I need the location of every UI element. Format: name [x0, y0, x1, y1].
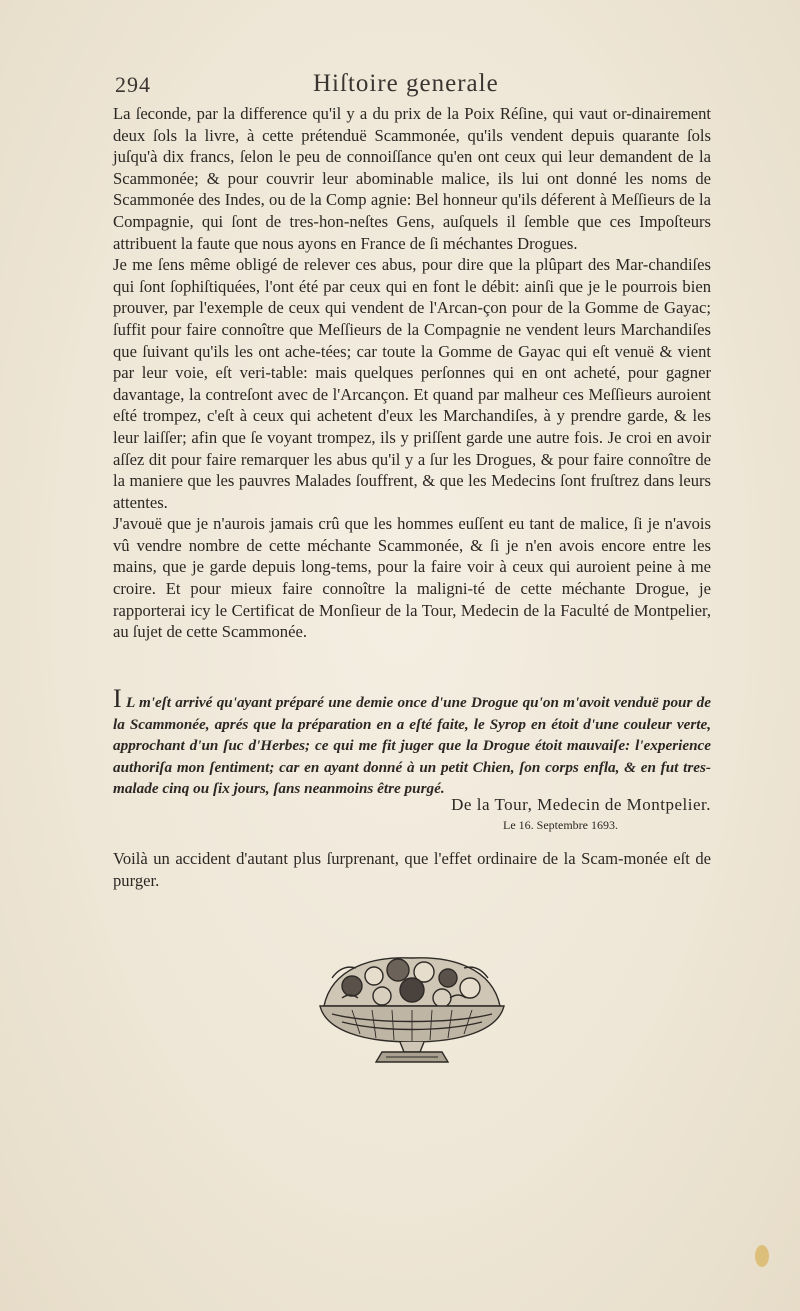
- certificate-quote: [113, 684, 712, 800]
- fruit-basket-vignette-icon: [312, 948, 512, 1068]
- running-title: Hiſtoire generale: [313, 70, 499, 97]
- page-number: 294: [115, 72, 151, 97]
- main-text: [113, 103, 711, 643]
- paper-stain: [755, 1245, 769, 1267]
- signature-date: Le 16. Septembre 1693.: [503, 818, 618, 832]
- page-header: [115, 70, 715, 106]
- paragraph: La ſeconde, par la difference qu'il y a du prix de la Poix Réſine, qui vaut or-dinairement deux ſols la livre, à cette prétenduë Scammonée, qu'ils vendent depuis quarante ſols juſqu'à dix francs, ſelon le peu de connoiſſance qu'en ont ceux qui leur demandent de la Scammonée; & pour couvrir leur abominable malice, ils lui ont donné les noms de Scammonée des Indes, ou de la Comp agnie: Bel honneur qu'ils déferent à Meſſieurs de la Compagnie, qui ſont de tres-hon-neſtes Gens, auſquels il ſemble que ces Impoſteurs attribuent la faute que nous ayons en France de ſi méchantes Drogues.: [113, 104, 711, 253]
- paragraph: J'avouë que je n'aurois jamais crû que les hommes euſſent eu tant de malice, ſi je n'avois vû vendre nombre de cette méchante Scammonée, & ſi je n'en avois encore entre les mains, que je garde depuis long-tems, pour la faire voir à ceux qui auroient peine à me croire. Et pour mieux faire connoître la maligni-té de cette méchante Drogue, je rapporterai icy le Certificat de Monſieur de la Tour, Medecin de la Faculté de Montpelier, au ſujet de cette Scammonée.: [113, 514, 711, 642]
- signature: De la Tour, Medecin de Montpelier.: [451, 795, 711, 814]
- closing-paragraph: Voilà un accident d'autant plus ſurprenant, que l'effet ordinaire de la Scam-monée eſt de purger.: [113, 849, 711, 890]
- drop-cap: I: [113, 684, 122, 713]
- paragraph: Je me ſens même obligé de relever ces abus, pour dire que la plûpart des Mar-chandiſes qui ſont ſophiſtiquées, l'ont été par ceux qui en font le débit: ainſi que je le pourrois bien prouver, par l'exemple de ceux qui vendent de l'Arcan-çon pour de la Gomme de Gayac; ſuffit pour faire connoître que Meſſieurs de la Compagnie ne vendent leurs Marchandiſes que ſuivant qu'ils les ont ache-tées; car toute la Gomme de Gayac qui eſt venuë & vient par leur voie, eſt veri-table: mais quelques perſonnes qui en ont acheté, pour gagner davantage, la contreſont avec de l'Arcançon. Et quand par malheur ces Meſſieurs auroient eſté trompez, c'eſt à ceux qui achetent d'eux les Marchandiſes, à y prendre garde, & les leur laiſſer; afin que ſe voyant trompez, ils y priſſent garde une autre fois. Je croi en avoir aſſez dit pour faire remarquer les abus qu'il y a ſur les Drogues, & pour faire connoître de la maniere que les pauvres Malades ſouffrent, & que les Medecins ſont fruſtrez dans leurs attentes.: [113, 255, 711, 512]
- certificate-text: L m'eſt arrivé qu'ayant préparé une demie once d'une Drogue qu'on m'avoit venduë pour de la Scammonée, aprés que la préparation en a eſté faite, le Syrop en étoit d'une couleur verte, approchant d'un ſuc d'Herbes; ce qui me fit juger que la Drogue étoit mauvaiſe: l'experience authoriſa mon ſentiment; car en ayant donné à un petit Chien, ſon corps enfla, & en fut tres-malade cinq ou ſix jours, ſans neanmoins être purgé.: [113, 694, 712, 798]
